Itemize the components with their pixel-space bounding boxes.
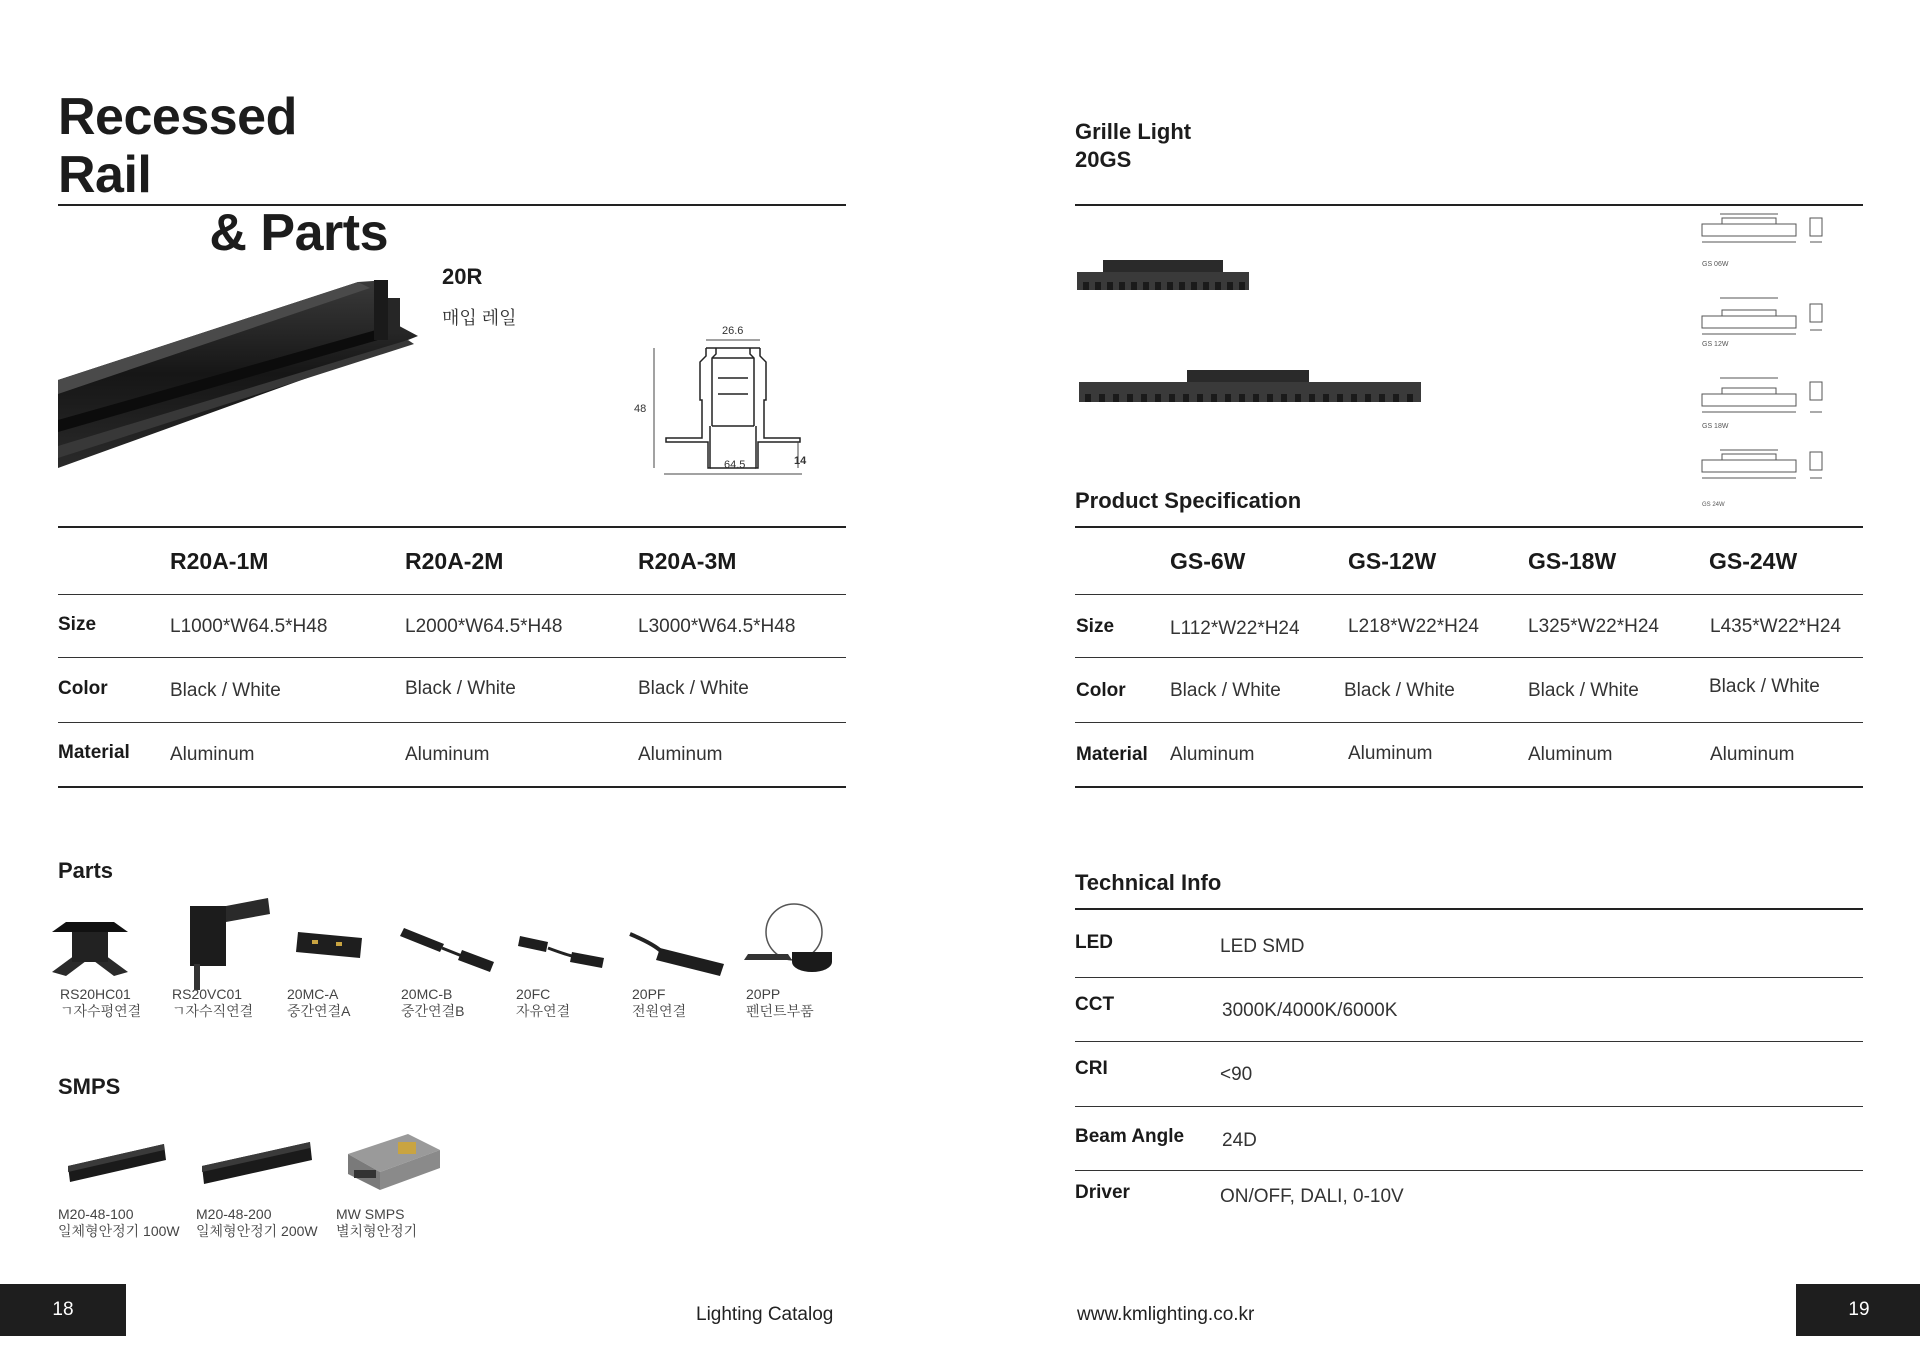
footer-website: www.kmlighting.co.kr — [1077, 1304, 1255, 1325]
right-spec-row-label-color: Color — [1076, 680, 1126, 701]
part-image-rs20hc01 — [52, 922, 128, 976]
smps-caption — [196, 1206, 318, 1240]
right-spec-header-2: GS-12W — [1348, 548, 1437, 574]
part-code: 20MC-B — [401, 986, 453, 1002]
tech-row-rule — [1075, 1170, 1863, 1171]
tech-label-cct: CCT — [1075, 994, 1115, 1015]
drawing-label: GS 12W — [1702, 341, 1729, 348]
drawing-label: GS 18W — [1702, 423, 1729, 430]
part-name: 중간연결A — [287, 1003, 351, 1019]
part-caption — [746, 986, 814, 1020]
smps-images — [58, 1120, 458, 1200]
smps-code: M20-48-200 — [196, 1206, 272, 1222]
footer-catalog-label: Lighting Catalog — [696, 1304, 834, 1325]
tech-value-beam-angle: 24D — [1222, 1130, 1257, 1151]
tech-title: Technical Info — [1075, 870, 1222, 895]
spec-header-3: R20A-3M — [638, 548, 737, 574]
tech-row-rule — [1075, 1041, 1863, 1042]
product-title-line-2: 20GS — [1075, 147, 1132, 172]
rail-product-image — [58, 270, 418, 470]
spec-cell: L112*W22*H24 — [1170, 618, 1300, 639]
spec-table-bottom-rule — [58, 786, 846, 788]
spec-cell: Black / White — [638, 678, 749, 699]
part-caption — [60, 986, 141, 1020]
tech-label-driver: Driver — [1075, 1182, 1130, 1203]
spec-row-rule — [58, 657, 846, 658]
part-caption — [287, 986, 350, 1020]
smps-name: 일체형안정기 100W — [58, 1223, 180, 1239]
spec-header-2: R20A-2M — [405, 548, 504, 574]
page-number-left: 18 — [0, 1284, 126, 1336]
spec-cell: Aluminum — [1710, 744, 1795, 765]
grille-light-drawings — [1700, 206, 1860, 506]
parts-title: Parts — [58, 858, 114, 883]
page-title — [58, 88, 388, 262]
part-code: RS20VC01 — [172, 986, 243, 1002]
tech-label-led: LED — [1075, 932, 1113, 953]
part-image-20fc — [518, 936, 604, 968]
spec-cell: Aluminum — [1528, 744, 1613, 765]
part-image-20pp — [744, 904, 832, 972]
part-image-rs20vc01 — [190, 898, 270, 990]
part-code: RS20HC01 — [60, 986, 131, 1002]
spec-row-label-color: Color — [58, 678, 108, 699]
part-caption — [632, 986, 686, 1020]
dim-width-bottom: 64.5 — [724, 459, 746, 471]
smps-caption — [336, 1206, 417, 1240]
spec-cell: L2000*W64.5*H48 — [405, 616, 563, 637]
spec-cell: L218*W22*H24 — [1348, 616, 1479, 637]
spec-cell: Aluminum — [405, 744, 490, 765]
spec-cell: L1000*W64.5*H48 — [170, 616, 328, 637]
spec-cell: Black / White — [405, 678, 516, 699]
tech-top-rule — [1075, 908, 1863, 910]
tech-label-beam-angle: Beam Angle — [1075, 1126, 1185, 1147]
product-code: 20R — [442, 264, 483, 289]
tech-value-led: LED SMD — [1220, 936, 1305, 957]
product-title-line-1: Grille Light — [1075, 119, 1192, 144]
rail-cross-section-drawing — [628, 318, 838, 488]
dim-width-top: 26.6 — [722, 325, 744, 337]
part-name: ㄱ자수평연결 — [60, 1003, 142, 1019]
smps-caption — [58, 1206, 180, 1240]
spec-cell: Aluminum — [1348, 743, 1433, 764]
spec-cell: Black / White — [1709, 676, 1820, 697]
part-code: 20PF — [632, 986, 666, 1002]
spec-cell: Aluminum — [170, 744, 255, 765]
grille-light-short — [1077, 260, 1249, 290]
spec-cell: Aluminum — [1170, 744, 1255, 765]
smps-image-mw-smps — [348, 1134, 440, 1190]
spec-cell: L325*W22*H24 — [1528, 616, 1659, 637]
spec-header-rule — [58, 594, 846, 595]
spec-row-label-size: Size — [58, 614, 97, 635]
part-caption — [172, 986, 253, 1020]
title-line-1: Recessed Rail — [58, 88, 297, 204]
spec-cell: Black / White — [1170, 680, 1281, 701]
tech-label-cri: CRI — [1075, 1058, 1108, 1079]
spec-title: Product Specification — [1075, 488, 1302, 513]
tech-value-cct: 3000K/4000K/6000K — [1222, 1000, 1398, 1021]
smps-name: 일체형안정기 200W — [196, 1223, 318, 1239]
part-caption — [401, 986, 464, 1020]
spec-cell: Black / White — [1528, 680, 1639, 701]
drawing-label: GS 24W — [1702, 502, 1725, 506]
tech-value-cri: <90 — [1220, 1064, 1253, 1085]
spec-cell: L3000*W64.5*H48 — [638, 616, 796, 637]
part-image-20pf — [630, 934, 724, 976]
smps-image-m20-48-200 — [202, 1142, 312, 1184]
smps-title: SMPS — [58, 1074, 121, 1099]
part-image-20mc-a — [296, 932, 362, 958]
product-name-kr: 매입 레일 — [442, 308, 517, 328]
right-spec-header-rule — [1075, 594, 1863, 595]
part-caption — [516, 986, 570, 1020]
right-spec-row-label-material: Material — [1076, 744, 1148, 765]
smps-image-m20-48-100 — [68, 1144, 166, 1182]
smps-name: 별치형안정기 — [336, 1223, 418, 1239]
spec-cell: Black / White — [1344, 680, 1455, 701]
right-spec-bottom-rule — [1075, 786, 1863, 788]
part-name: 중간연결B — [401, 1003, 465, 1019]
part-name: 자유연결 — [516, 1003, 571, 1019]
right-spec-row-rule — [1075, 657, 1863, 658]
part-code: 20MC-A — [287, 986, 339, 1002]
spec-row-rule — [58, 722, 846, 723]
spec-header-1: R20A-1M — [170, 548, 269, 574]
parts-images — [44, 892, 844, 992]
part-name: 전원연결 — [632, 1003, 687, 1019]
right-spec-row-rule — [1075, 722, 1863, 723]
grille-light-long — [1079, 370, 1421, 402]
part-name: 펜던트부품 — [746, 1003, 814, 1019]
dim-flange: 14 — [794, 455, 807, 467]
dim-height: 48 — [634, 403, 647, 415]
spec-cell: L435*W22*H24 — [1710, 616, 1841, 637]
title-line-2: & Parts — [209, 204, 388, 262]
smps-code: MW SMPS — [336, 1206, 405, 1222]
part-name: ㄱ자수직연결 — [172, 1003, 254, 1019]
part-code: 20FC — [516, 986, 551, 1002]
part-code: 20PP — [746, 986, 781, 1002]
grille-light-images — [1075, 256, 1425, 416]
drawing-label: GS 06W — [1702, 261, 1729, 268]
tech-row-rule — [1075, 977, 1863, 978]
spec-table-top-rule — [58, 526, 846, 528]
right-spec-header-1: GS-6W — [1170, 548, 1246, 574]
tech-row-rule — [1075, 1106, 1863, 1107]
right-spec-header-3: GS-18W — [1528, 548, 1617, 574]
spec-cell: Black / White — [170, 680, 281, 701]
tech-value-driver: ON/OFF, DALI, 0-10V — [1220, 1186, 1404, 1207]
spec-row-label-material: Material — [58, 742, 130, 763]
right-spec-row-label-size: Size — [1076, 616, 1115, 637]
right-spec-header-4: GS-24W — [1709, 548, 1798, 574]
title-divider — [58, 204, 846, 206]
product-title — [1075, 118, 1191, 174]
smps-code: M20-48-100 — [58, 1206, 134, 1222]
spec-cell: Aluminum — [638, 744, 723, 765]
right-spec-top-rule — [1075, 526, 1863, 528]
part-image-20mc-b — [400, 928, 494, 972]
page-number-right: 19 — [1796, 1284, 1920, 1336]
